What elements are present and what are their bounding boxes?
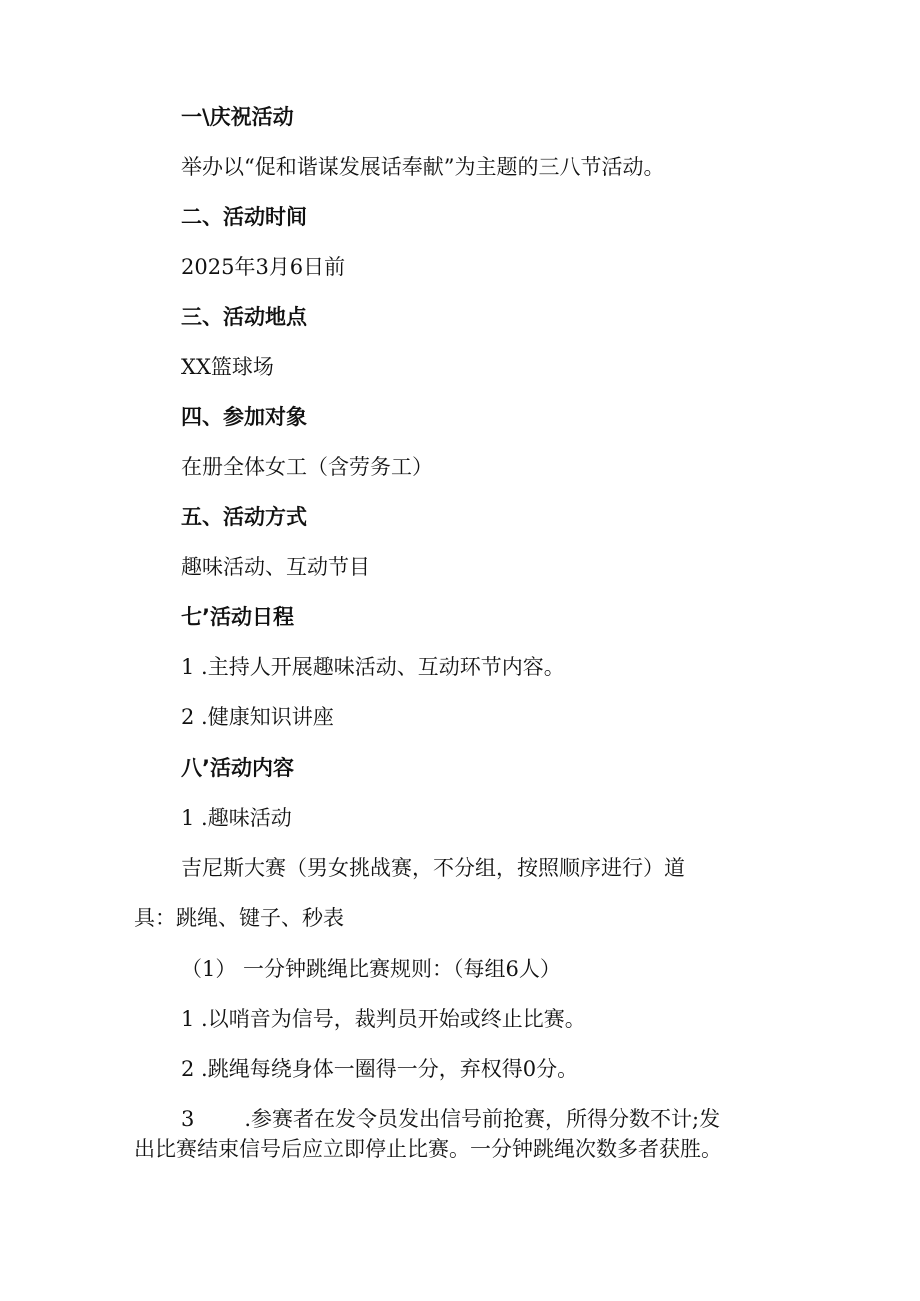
section-8-item-1: 1 .趣味活动	[181, 806, 292, 830]
section-4-heading: 四、参加对象	[181, 405, 307, 429]
section-4-text: 在册全体女工（含劳务工）	[181, 455, 433, 479]
rule-3-line-1	[181, 1105, 720, 1133]
rule-3-line-2: 出比赛结束信号后应立即停止比赛。一分钟跳绳次数多者获胜。	[134, 1137, 722, 1161]
section-8-paragraph-line-1: 吉尼斯大赛（男女挑战赛，不分组，按照顺序进行）道	[181, 856, 685, 880]
section-8-paragraph-line-2: 具：跳绳、键子、秒表	[134, 906, 344, 930]
section-7-heading: 七’活动日程	[181, 605, 294, 629]
section-5-heading: 五、活动方式	[181, 505, 307, 529]
section-2-heading: 二、活动时间	[181, 205, 307, 229]
rule-2: 2 .跳绳每绕身体一圈得一分，弃权得0分。	[181, 1057, 579, 1081]
section-1-text: 举办以“促和谐谋发展话奉献”为主题的三八节活动。	[181, 155, 665, 179]
section-1-heading: 一\庆祝活动	[181, 105, 294, 129]
section-7-item-1: 1 .主持人开展趣味活动、互动环节内容。	[181, 655, 565, 679]
rules-title: （1） 一分钟跳绳比赛规则：（每组6人）	[181, 957, 561, 981]
rule-1: 1 .以哨音为信号，裁判员开始或终止比赛。	[181, 1007, 586, 1031]
rule-3-text: .参赛者在发令员发出信号前抢赛，所得分数不计;发	[244, 1107, 721, 1131]
section-8-heading: 八’活动内容	[181, 756, 294, 780]
section-2-text: 2025年3月6日前	[181, 255, 346, 279]
section-5-text: 趣味活动、互动节目	[181, 555, 370, 579]
section-3-text: XX篮球场	[181, 355, 274, 379]
rule-3-number: 3	[181, 1107, 195, 1131]
section-7-item-2: 2 .健康知识讲座	[181, 705, 334, 729]
section-3-heading: 三、活动地点	[181, 305, 307, 329]
